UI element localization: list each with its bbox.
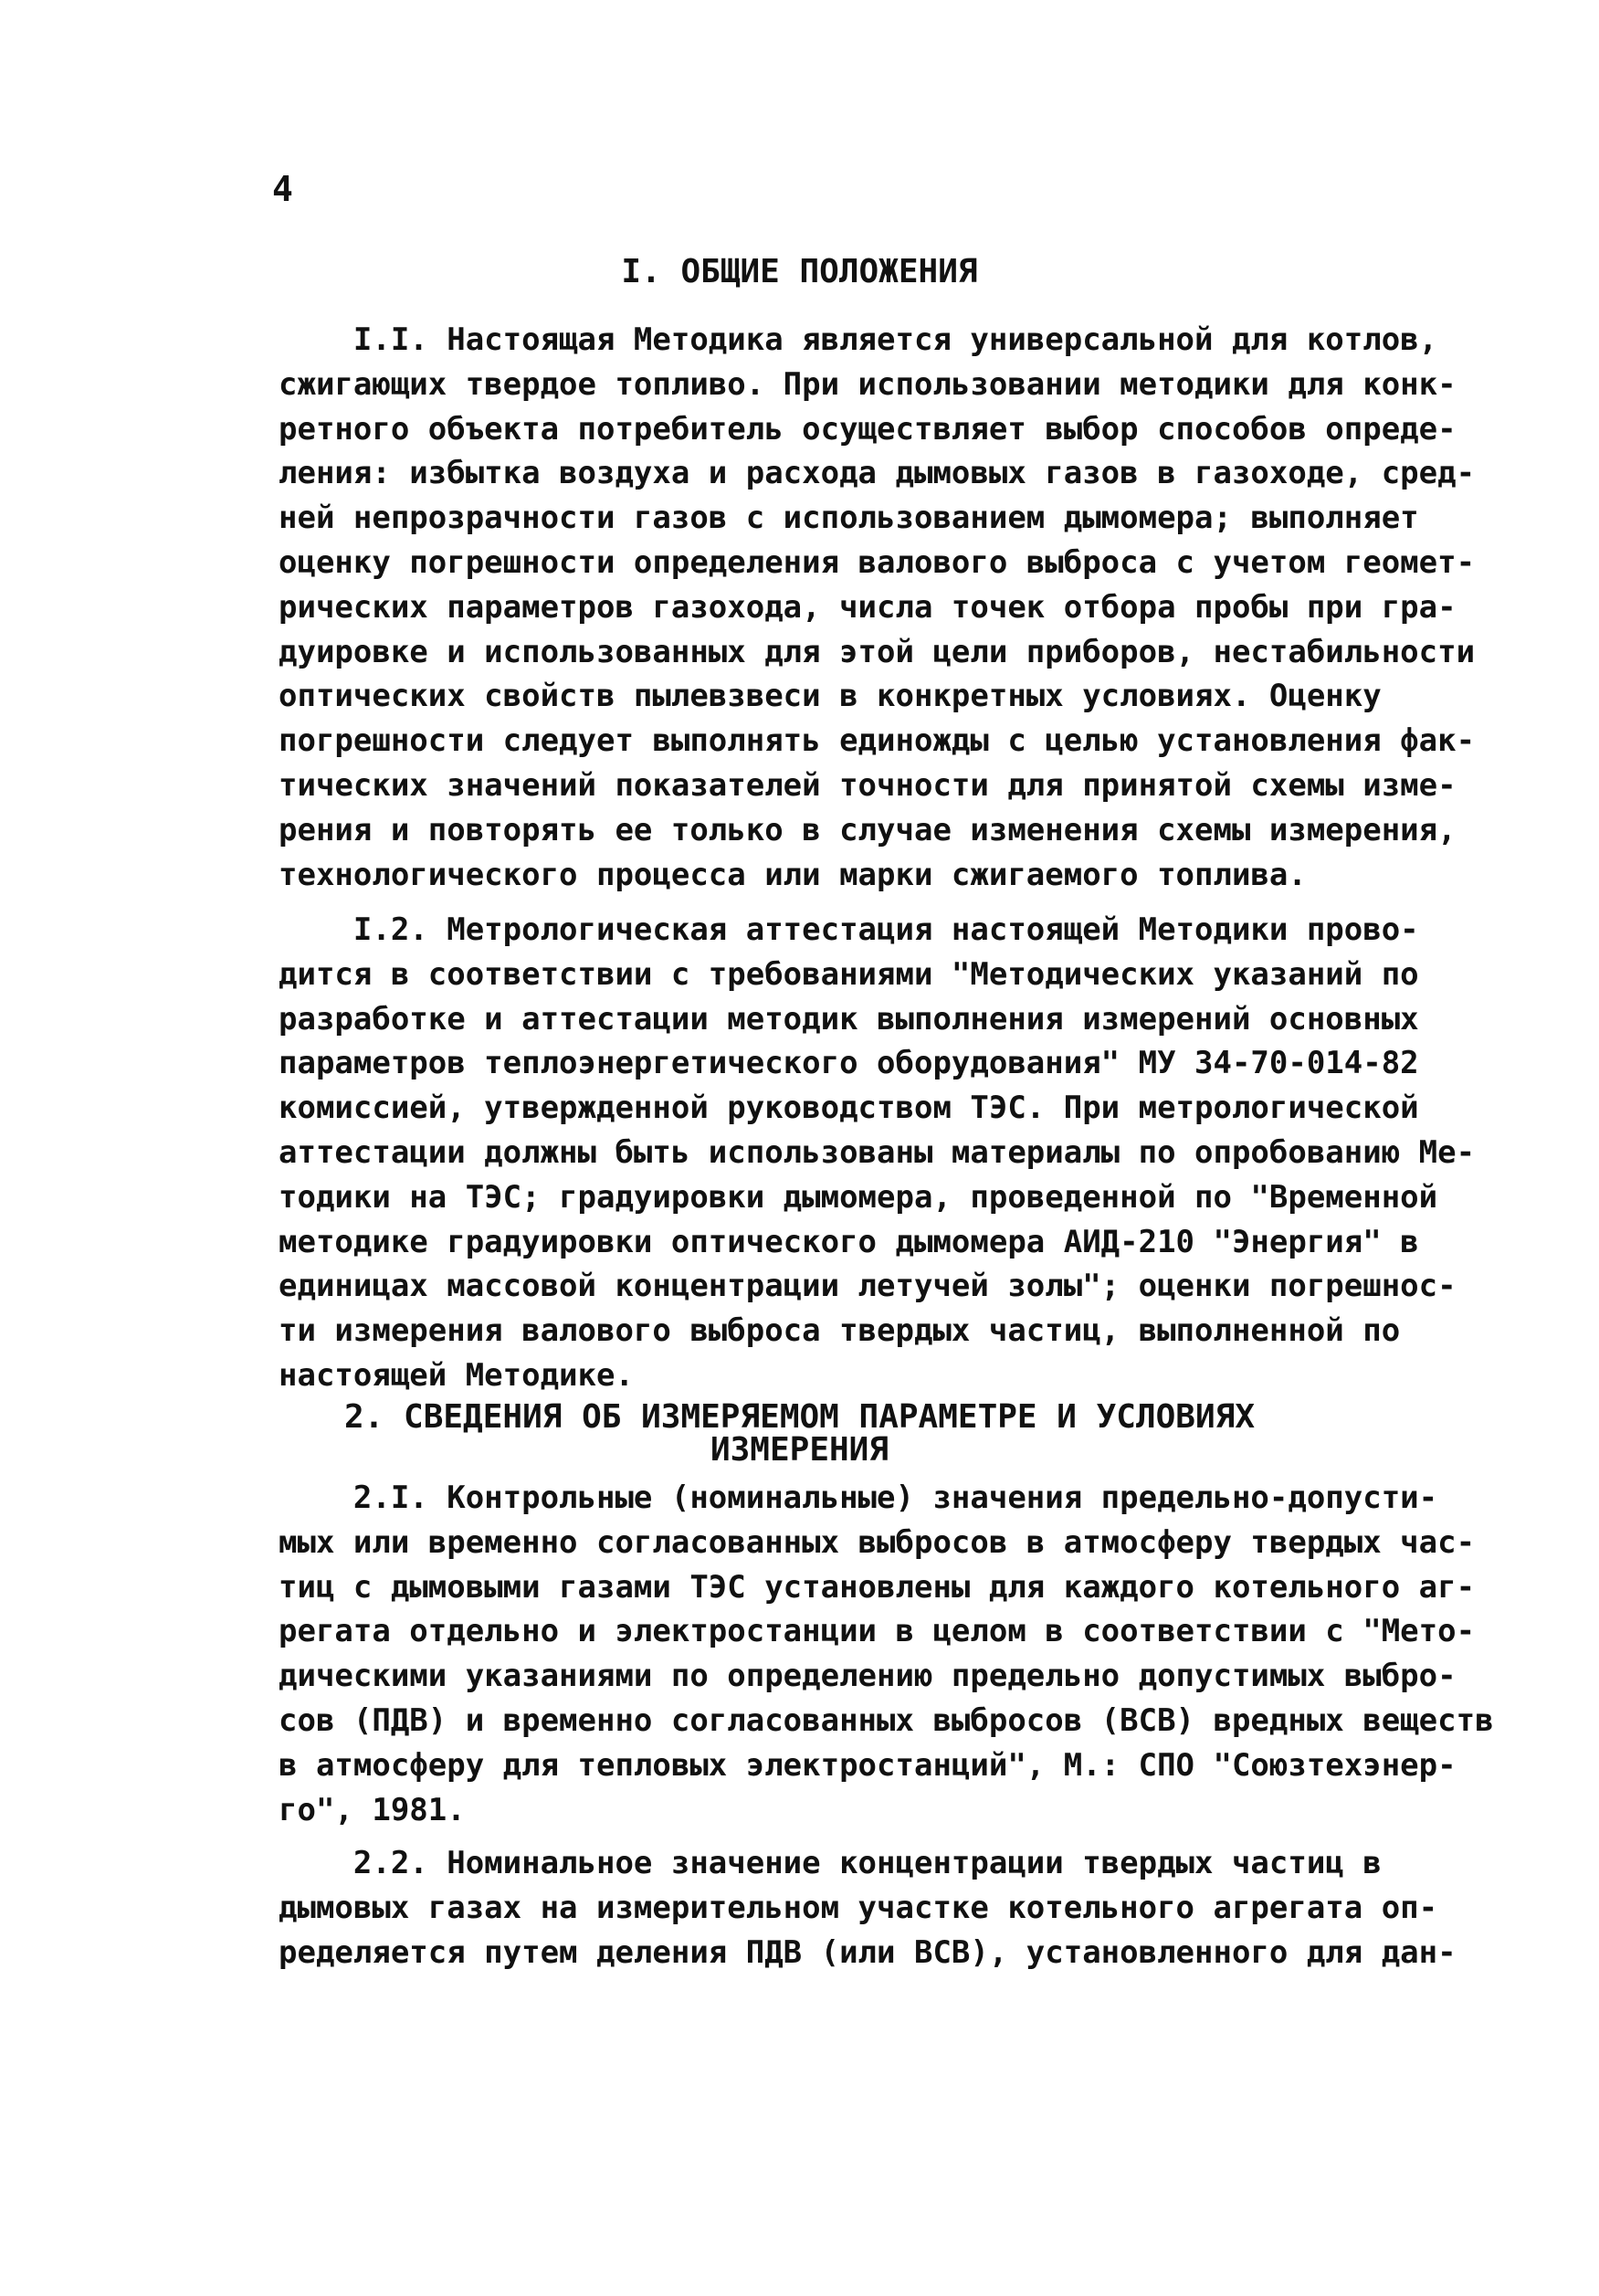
text-line: дымовых газах на измерительном участке котельного агрегата оп- [279, 1889, 1438, 1926]
text-line: ления: избытка воздуха и расхода дымовых газов в газоходе, сред- [279, 455, 1476, 492]
paragraph-2-1 [279, 1476, 1494, 1832]
text-line: регата отдельно и электростанции в целом в соответствии с "Мето- [279, 1613, 1476, 1650]
text-line: ределяется путем деления ПДВ (или ВСВ), установленного для дан- [279, 1933, 1457, 1971]
paragraph-1-2 [279, 908, 1475, 1398]
text-line: ретного объекта потребитель осуществляет выбор способов опреде- [279, 410, 1457, 448]
text-line: рических параметров газохода, числа точек отбора пробы при гра- [279, 588, 1457, 626]
page-number: 4 [272, 169, 293, 209]
text-line: комиссией, утвержденной руководством ТЭС. При метрологической [279, 1090, 1419, 1127]
text-line: ти измерения валового выброса твердых частиц, выполненной по [279, 1312, 1401, 1350]
text-line: рения и повторять ее только в случае изменения схемы измерения, [279, 811, 1457, 848]
text-line: дическими указаниями по определению предельно допустимых выбро- [279, 1658, 1457, 1695]
text-line: разработке и аттестации методик выполнения измерений основных [279, 1000, 1419, 1037]
section-2-heading-line-2: ИЗМЕРЕНИЯ [710, 1431, 889, 1469]
text-line: сжигающих твердое топливо. При использовании методики для конк- [279, 365, 1457, 403]
text-line: 2.I. Контрольные (номинальные) значения предельно-допусти- [279, 1480, 1438, 1516]
text-line: ней непрозрачности газов с использованием дымомера; выполняет [279, 500, 1419, 537]
section-2-heading-line-1: 2. СВЕДЕНИЯ ОБ ИЗМЕРЯЕМОМ ПАРАМЕТРЕ И УСЛОВИЯХ [344, 1398, 1255, 1436]
text-line: в атмосферу для тепловых электростанций", М.: СПО "Союзтехэнер- [279, 1746, 1457, 1784]
paragraph-2-2 [279, 1841, 1457, 1975]
text-line: дуировке и использованных для этой цели приборов, нестабильности [279, 633, 1476, 670]
paragraph-1-1 [279, 318, 1475, 897]
text-line: мых или временно согласованных выбросов в атмосферу твердых час- [279, 1523, 1476, 1561]
text-line: тических значений показателей точности для принятой схемы изме- [279, 766, 1457, 804]
text-line: дится в соответствии с требованиями "Методических указаний по [279, 955, 1419, 993]
text-line: сов (ПДВ) и временно согласованных выбросов (ВСВ) вредных веществ [279, 1701, 1494, 1739]
text-line: оценку погрешности определения валового выброса с учетом геомет- [279, 543, 1476, 581]
text-line: I.2. Метрологическая аттестация настоящей Методики прово- [279, 911, 1419, 948]
text-line: настоящей Методике. [279, 1356, 634, 1394]
section-1-heading: I. ОБЩИЕ ПОЛОЖЕНИЯ [621, 253, 978, 290]
text-line: 2.2. Номинальное значение концентрации твердых частиц в [279, 1845, 1382, 1881]
text-line: оптических свойств пылевзвеси в конкретных условиях. Оценку [279, 678, 1382, 715]
text-line: I.I. Настоящая Методика является универсальной для котлов, [279, 321, 1438, 358]
text-line: единицах массовой концентрации летучей золы"; оценки погрешнос- [279, 1268, 1457, 1305]
text-line: тиц с дымовыми газами ТЭС установлены для каждого котельного аг- [279, 1568, 1476, 1606]
text-line: аттестации должны быть использованы материалы по опробованию Ме- [279, 1133, 1476, 1171]
text-line: методике градуировки оптического дымомера АИД-210 "Энергия" в [279, 1223, 1419, 1260]
text-line: параметров теплоэнергетического оборудования" МУ 34-70-014-82 [279, 1045, 1419, 1082]
text-line: технологического процесса или марки сжигаемого топлива. [279, 856, 1307, 893]
text-line: тодики на ТЭС; градуировки дымомера, проведенной по "Временной [279, 1178, 1438, 1216]
text-line: го", 1981. [279, 1791, 466, 1828]
text-line: погрешности следует выполнять единожды с целью установления фак- [279, 722, 1476, 760]
